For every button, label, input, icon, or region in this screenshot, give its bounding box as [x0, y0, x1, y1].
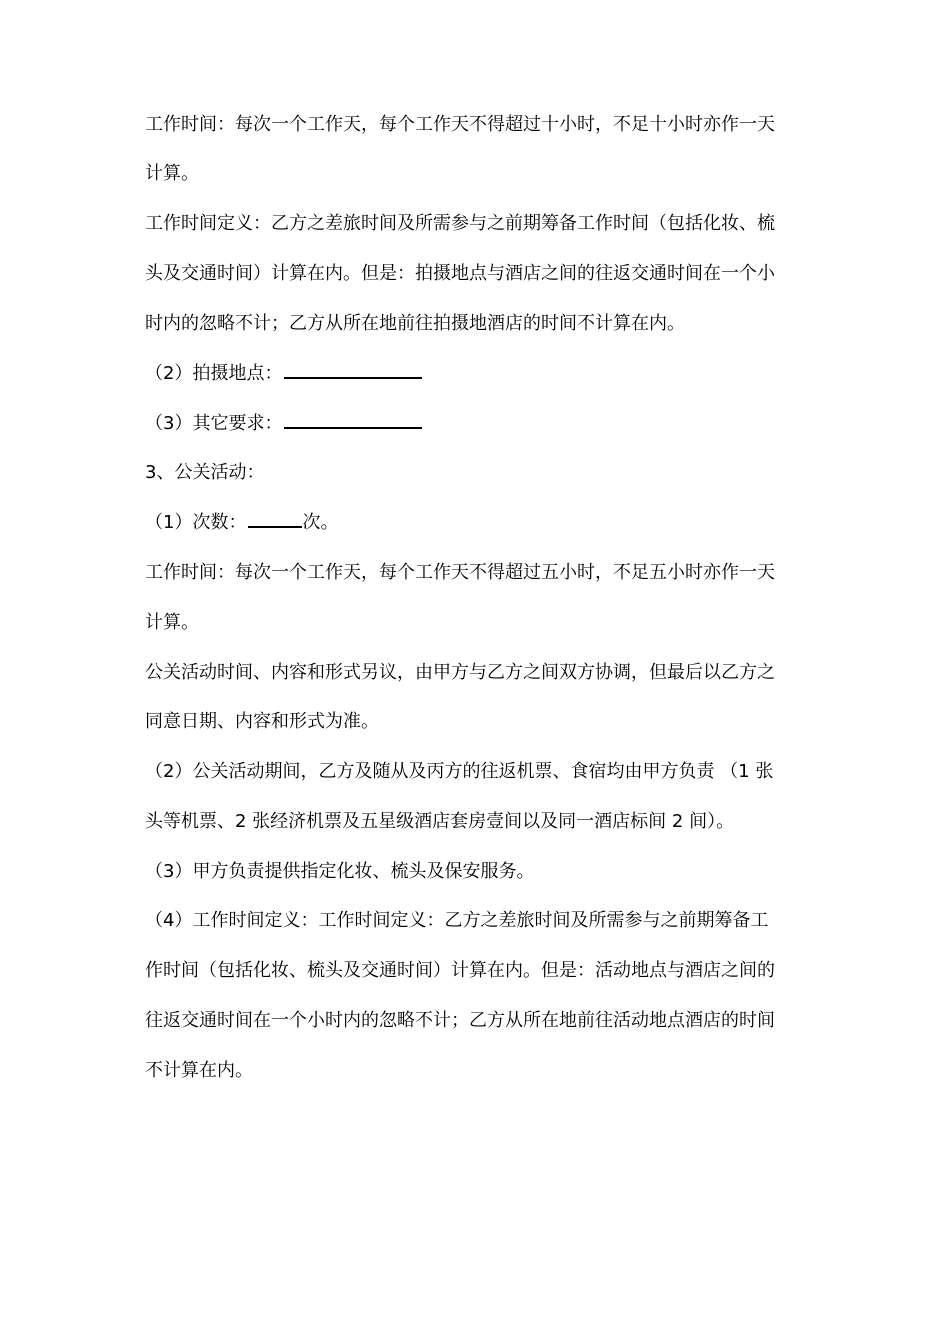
paragraph-line	[145, 1006, 810, 1036]
line-text: （1）次数：	[145, 512, 247, 533]
line-text: 往返交通时间在一个小时内的忽略不计；乙方从所在地前往活动地点酒店的时间	[145, 1010, 775, 1031]
line-text: 不计算在内。	[145, 1060, 253, 1081]
paragraph-line	[145, 110, 810, 140]
paragraph-line	[145, 159, 810, 189]
shooting-location-blank[interactable]	[284, 359, 422, 379]
paragraph-line	[145, 906, 810, 936]
line-text: （4）工作时间定义：工作时间定义：乙方之差旅时间及所需参与之前期筹备工	[145, 910, 769, 931]
paragraph-line	[145, 1056, 810, 1086]
line-text: （3）其它要求：	[145, 413, 283, 434]
line-text: 计算。	[145, 612, 199, 633]
line-text: 计算。	[145, 163, 199, 184]
count-blank[interactable]	[248, 508, 302, 528]
line-text: 头等机票、2 张经济机票及五星级酒店套房壹间以及同一酒店标间 2 间）。	[145, 811, 735, 832]
paragraph-line	[145, 309, 810, 339]
paragraph-line	[145, 608, 810, 638]
paragraph-line	[145, 558, 810, 588]
other-requirements-blank[interactable]	[284, 409, 422, 429]
count-line	[145, 508, 810, 538]
line-text: 工作时间定义：乙方之差旅时间及所需参与之前期筹备工作时间（包括化妆、梳	[145, 213, 775, 234]
paragraph-line	[145, 658, 810, 688]
line-text: （3）甲方负责提供指定化妆、梳头及保安服务。	[145, 861, 535, 882]
paragraph-line	[145, 956, 810, 986]
line-text: 工作时间：每次一个工作天，每个工作天不得超过十小时，不足十小时亦作一天	[145, 114, 775, 135]
section-heading	[145, 458, 810, 488]
paragraph-line	[145, 807, 810, 837]
line-text: 同意日期、内容和形式为准。	[145, 711, 379, 732]
line-text: 工作时间：每次一个工作天，每个工作天不得超过五小时，不足五小时亦作一天	[145, 562, 775, 583]
document-page	[145, 0, 810, 1344]
line-text: 作时间（包括化妆、梳头及交通时间）计算在内。但是：活动地点与酒店之间的	[145, 960, 775, 981]
line-text: （2）公关活动期间，乙方及随从及丙方的往返机票、食宿均由甲方负责 （1 张	[145, 761, 774, 782]
line-text: 3、公关活动：	[145, 462, 265, 483]
line-text: 头及交通时间）计算在内。但是：拍摄地点与酒店之间的往返交通时间在一个小	[145, 263, 775, 284]
line-text: （2）拍摄地点：	[145, 363, 283, 384]
other-requirements-line	[145, 409, 810, 439]
paragraph-line	[145, 857, 810, 887]
paragraph-line	[145, 707, 810, 737]
paragraph-line	[145, 259, 810, 289]
shooting-location-line	[145, 359, 810, 389]
line-text: 次。	[302, 512, 339, 533]
line-text: 时内的忽略不计；乙方从所在地前往拍摄地酒店的时间不计算在内。	[145, 313, 685, 334]
paragraph-line	[145, 757, 810, 787]
paragraph-line	[145, 209, 810, 239]
line-text: 公关活动时间、内容和形式另议，由甲方与乙方之间双方协调，但最后以乙方之	[145, 662, 775, 683]
